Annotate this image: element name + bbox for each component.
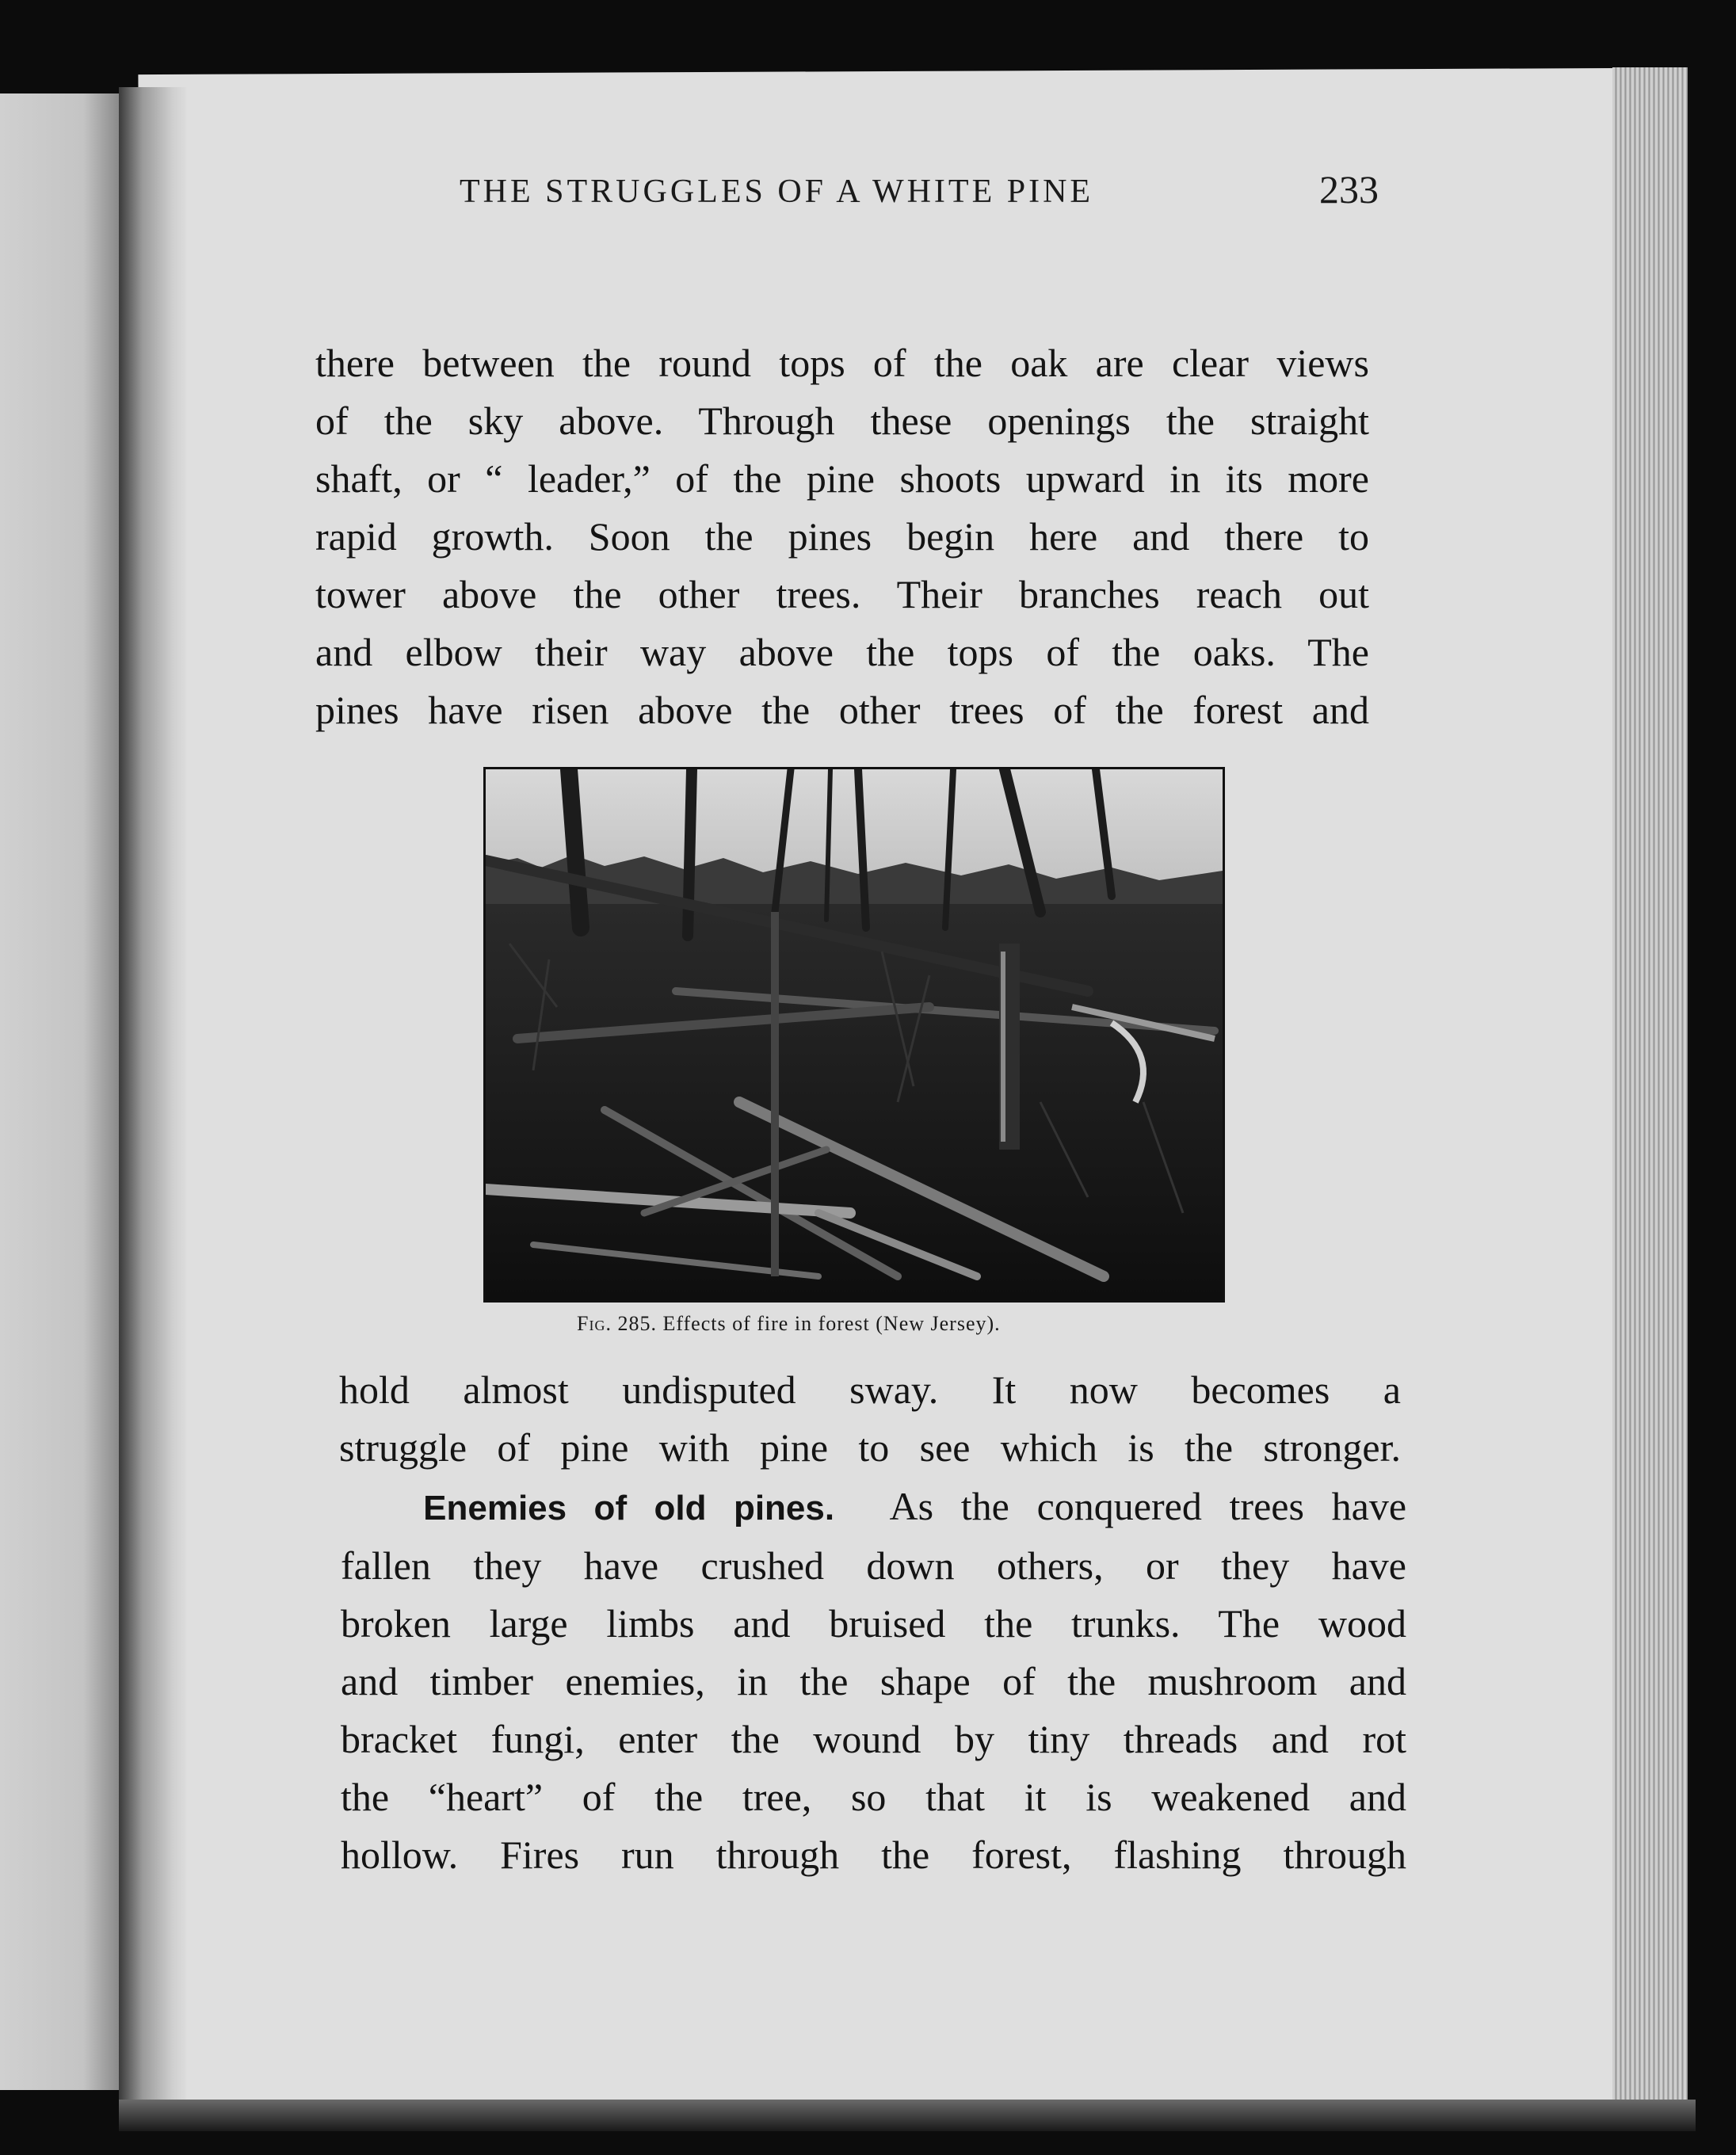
section-heading: Enemies of old pines. bbox=[423, 1489, 835, 1528]
paragraph-1 bbox=[315, 334, 1369, 739]
previous-page-edge bbox=[0, 93, 119, 2090]
text-fragment: As the conquered trees have bbox=[889, 1484, 1407, 1528]
text-line: and timber enemies, in the shape of the mushroom and bbox=[341, 1659, 1406, 1703]
caption-label: Fig. 285. bbox=[577, 1312, 657, 1335]
page-stack-edges bbox=[1612, 67, 1688, 2119]
page-gutter bbox=[119, 87, 186, 2115]
figure-caption bbox=[577, 1312, 1147, 1336]
text-line: there between the round tops of the oak are clear views bbox=[315, 341, 1369, 385]
text-line: pines have risen above the other trees of the forest and bbox=[315, 688, 1369, 732]
text-line bbox=[341, 1478, 1406, 1537]
page-number: 233 bbox=[1319, 167, 1379, 212]
caption-text: Effects of fire in forest (New Jersey). bbox=[662, 1312, 1001, 1335]
text-line: tower above the other trees. Their branches reach out bbox=[315, 572, 1369, 616]
running-head bbox=[317, 166, 1379, 222]
text-line: shaft, or “ leader,” of the pine shoots upward in its more bbox=[315, 456, 1369, 501]
text-line: fallen they have crushed down others, or they have bbox=[341, 1543, 1406, 1588]
text-line: and elbow their way above the tops of the oaks. The bbox=[315, 630, 1369, 674]
text-line: broken large limbs and bruised the trunks. The wood bbox=[341, 1601, 1406, 1646]
text-line: the “heart” of the tree, so that it is weakened and bbox=[341, 1775, 1406, 1819]
figure-photograph bbox=[483, 767, 1225, 1303]
text-line: hold almost undisputed sway. It now becomes a bbox=[339, 1367, 1401, 1412]
text-line: struggle of pine with pine to see which is the stronger. bbox=[339, 1425, 1401, 1470]
bottom-shadow bbox=[119, 2100, 1696, 2131]
burned-forest-photo bbox=[486, 769, 1223, 1300]
text-line: of the sky above. Through these openings the straight bbox=[315, 399, 1369, 443]
paragraph-2 bbox=[339, 1361, 1401, 1477]
paragraph-3 bbox=[341, 1478, 1406, 1884]
running-title: THE STRUGGLES OF A WHITE PINE bbox=[460, 174, 1094, 210]
text-line: bracket fungi, enter the wound by tiny threads and rot bbox=[341, 1717, 1406, 1761]
text-line: rapid growth. Soon the pines begin here and there to bbox=[315, 514, 1369, 559]
text-line: hollow. Fires run through the forest, flashing through bbox=[341, 1833, 1406, 1877]
